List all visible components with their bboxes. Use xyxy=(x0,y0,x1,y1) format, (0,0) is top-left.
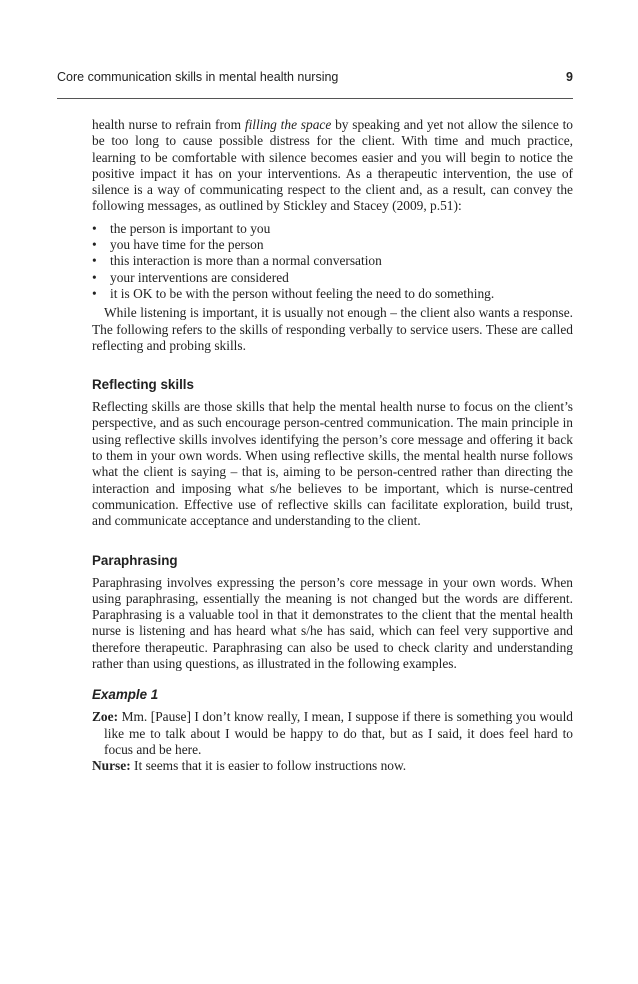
paragraph-paraphrasing: Paraphrasing involves expressing the person’s core message in your own words. When using paraphrasing, essentially the meaning is not changed but the words are different. Paraphrasing is a valuable tool in that it demonstrates to the client that the mental health nurse is listening and has heard what s/he has said, which can feel very supportive and therefore therapeutic. Paraphrasing can also be used to check clarity and understanding rather than using questions, as illustrated in the following examples. xyxy=(92,574,573,672)
list-item-text: the person is important to you xyxy=(110,220,271,236)
list-item-text: your interventions are considered xyxy=(110,269,289,285)
running-head xyxy=(57,70,573,84)
list-item-text: it is OK to be with the person without feeling the need to do something. xyxy=(110,285,495,301)
speaker-label: Nurse: xyxy=(92,758,131,774)
list-item-text: this interaction is more than a normal conversation xyxy=(110,253,382,269)
header-rule xyxy=(57,98,573,99)
dialogue-text: It seems that it is easier to follow instructions now. xyxy=(134,758,407,774)
heading-paraphrasing: Paraphrasing xyxy=(92,552,178,568)
dialogue-line-zoe xyxy=(92,709,573,758)
page-number: 9 xyxy=(566,70,573,84)
dialogue-line-nurse xyxy=(92,758,573,774)
body-text xyxy=(92,117,573,775)
list-item xyxy=(92,253,573,269)
bullet-icon: • xyxy=(92,253,97,269)
running-head-title: Core communication skills in mental health nursing xyxy=(57,70,339,84)
list-item xyxy=(92,221,573,237)
paragraph-responding: While listening is important, it is usually not enough – the client also wants a response. The following refers to the skills of responding verbally to service users. These are called reflecting and probing skills. xyxy=(92,305,573,353)
bullet-icon: • xyxy=(92,220,97,236)
paragraph-silence xyxy=(92,117,573,215)
bullet-list xyxy=(92,221,573,302)
speaker-label: Zoe: xyxy=(92,709,119,725)
bullet-icon: • xyxy=(92,269,97,285)
bullet-icon: • xyxy=(92,237,97,253)
list-item xyxy=(92,286,573,302)
paragraph-silence-rest: by speaking and yet not allow the silence to be too long to cause possible distress for the client. With time and much practice, learning to be comfortable with silence becomes easier and you will begin to notice the positive impact it has on your interventions. As a therapeutic intervention, the use of silence is a way of communicating respect to the client and, as a result, can convey the following messages, as outlined by Stickley and Stacey (2009, p.51): xyxy=(92,117,574,214)
list-item xyxy=(92,270,573,286)
bullet-icon: • xyxy=(92,285,97,301)
heading-reflecting-skills: Reflecting skills xyxy=(92,377,194,393)
list-item-text: you have time for the person xyxy=(110,237,264,253)
heading-example-1: Example 1 xyxy=(92,687,159,703)
emphasis-filling-the-space: filling the space xyxy=(244,117,332,132)
dialogue-text: Mm. [Pause] I don’t know really, I mean, I suppose if there is something you would like me to talk about I would be happy to do that, but as I said, it does feel hard to focus and be here. xyxy=(104,709,573,757)
paragraph-silence-start: health nurse to refrain from xyxy=(92,117,245,132)
list-item xyxy=(92,237,573,253)
paragraph-reflecting-skills: Reflecting skills are those skills that help the mental health nurse to focus on the client’s perspective, and as such encourage person-centred communication. The main principle in using reflective skills involves identifying the person’s core message and offering it back to them in your own words. When using reflective skills, the mental health nurse follows what the client is saying – that is, aiming to be person-centred rather than directing the interaction and imposing what s/he believes to be important, which is nurse-centred communication. Effective use of reflective skills can facilitate exploration, build trust, and communicate acceptance and understanding to the client. xyxy=(92,399,573,529)
